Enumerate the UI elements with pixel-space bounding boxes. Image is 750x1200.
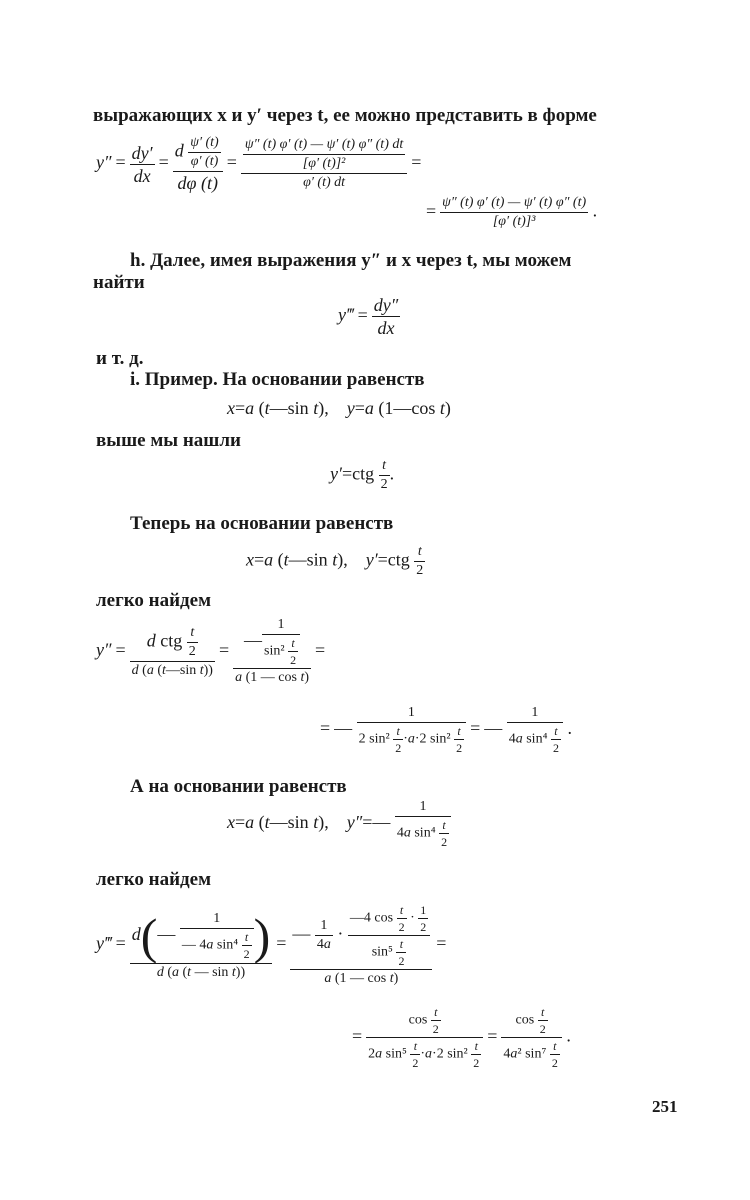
equation-second-derivative-result: = $\frac{\psi'' (t) \varphi' (t) — \psi' (t) \varphi'' (t)}{\text{[φ′ (t)]³}}$ . — [426, 195, 598, 229]
text-easy-find-1: легко найдем — [96, 590, 212, 611]
equation-system-2: x=a (t—sin t), y′=ctg $\frac{t}{2}$ — [246, 544, 424, 578]
text-paragraph-h: h. Далее, имея выражения y″ и x через t, мы можем — [130, 250, 572, 271]
equation-third-derivative-def: y‴ = $\frac{dy''}{dx}$ — [338, 295, 399, 338]
text-easy-find-2: легко найдем — [96, 869, 212, 890]
equation-second-derivative-example: y″ = d ctg $\frac{t}{2}$ d (a (t—sin t)) = — 1 sin² $\frac{t}{2}$ a (1 — cos t) = — [96, 617, 326, 685]
page-number: 251 — [652, 1097, 678, 1116]
text-etc: и т. д. — [96, 348, 144, 369]
equation-second-derivative-example-result: = — 1 2 sin² $\frac{t}{2}$ ·a·2 sin² $\frac{t}{2}$ = — 1 4a sin⁴ $\frac{t}{2}$ . — [320, 705, 572, 755]
equation-system-3: x=a (t—sin t), y″=— 1 4a sin⁴ $\frac{t}{2}$ — [227, 800, 451, 848]
equation-cycloid: x=a (t—sin t), y=a (1—cos t) — [227, 398, 451, 418]
text-line-intro: выражающих x и y′ через t, ее можно представить в форме — [93, 105, 597, 126]
text-find: найти — [93, 272, 145, 293]
text-now-basis: Теперь на основании равенств — [130, 513, 394, 534]
equation-second-derivative: y″ = $\frac{dy'}{dx}$ = d $\frac{\psi' (t)}{\varphi' (t)}$ dφ (t) = $\frac{\frac{\psi'' (t) \varphi' (t) — \psi' (t) \varphi'' (t) dt}{\text{[φ′ (t)]²}}}{\varphi' (t) dt}$ = — [96, 135, 422, 193]
text-and-basis: А на основании равенств — [130, 776, 347, 797]
equation-first-derivative: y′=ctg $\frac{t}{2}$ . — [330, 458, 395, 492]
text-found-above: выше мы нашли — [96, 430, 241, 451]
equation-third-derivative-example-result: = cos $\frac{t}{2}$ 2a sin⁵ $\frac{t}{2}$ ·a·2 sin² $\frac{t}{2}$ = cos $\frac{t}{2}$ 4a² sin⁷ $\frac{t}{2}$ . — [352, 1005, 571, 1070]
text-example: i. Пример. На основании равенств — [130, 369, 425, 390]
equation-third-derivative-example: y‴ = d(— 1 — 4a sin⁴ $\frac{t}{2}$ ) d (a (t — sin t)) = — $\frac{1}{4a}$ · —4 cos $\frac{t}{2}$ · $\frac{1}{2}$ sin⁵ $\frac{t}{2}$ a (1 — cos t) = — [96, 903, 447, 986]
